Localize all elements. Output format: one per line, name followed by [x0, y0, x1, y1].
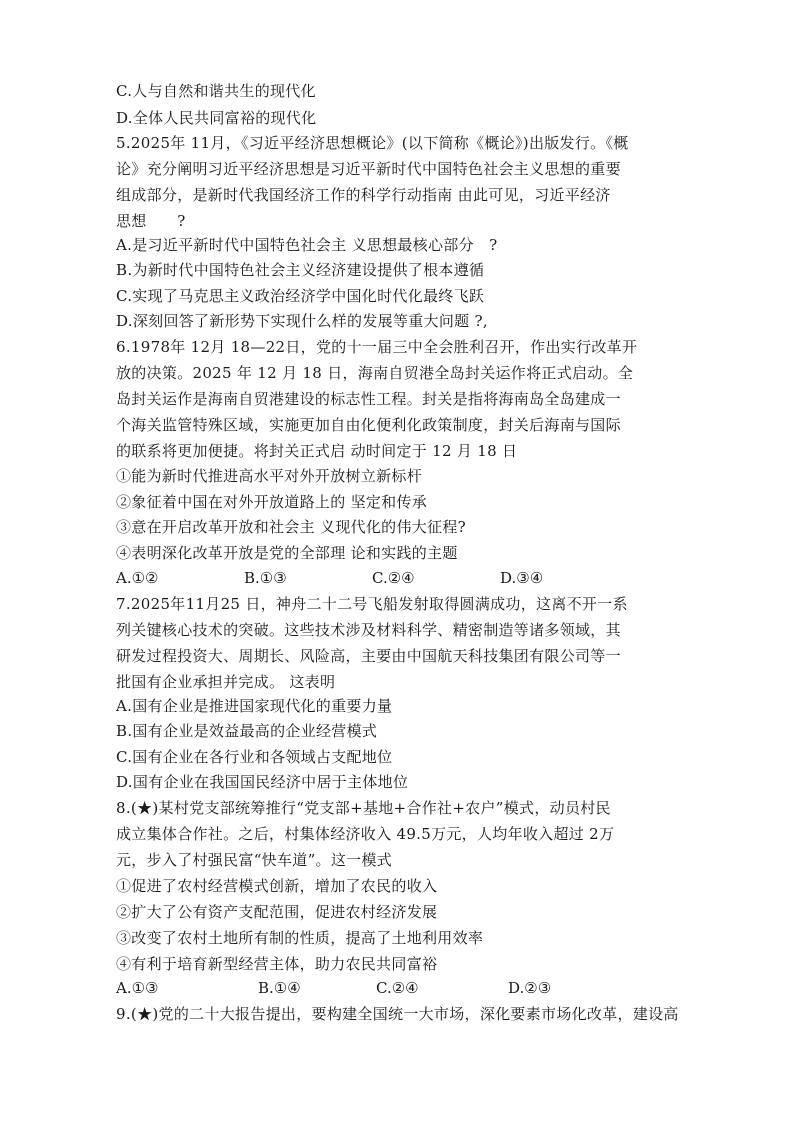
q9-stem-line: 9.(★)党的二十大报告提出，要构建全国统一大市场，深化要素市场化改革，建设高	[116, 1005, 679, 1023]
q5-stem-line: 组成部分，是新时代我国经济工作的科学行动指南 由此可见，习近平经济	[116, 186, 611, 204]
q5-option: A.是习近平新时代中国特色社会主 义思想最核心部分 ?	[116, 236, 498, 254]
q7-option: A.国有企业是推进国家现代化的重要力量	[116, 697, 393, 715]
q7-stem-line: 研发过程投资大、周期长、风险高，主要由中国航天科技集团有限公司等一	[116, 647, 621, 665]
q6-statement: ③意在开启改革开放和社会主 义现代化的伟大征程?	[116, 518, 467, 536]
q6-stem-line: 个海关监管特殊区域，实施更加自由化便利化政策制度，封关后海南与国际	[116, 416, 621, 434]
q8-choices	[116, 979, 676, 997]
q5-option: B.为新时代中国特色社会主义经济建设提供了根本遵循	[116, 261, 485, 279]
q8-statement: ③改变了农村土地所有制的性质，提高了土地利用效率	[116, 929, 484, 947]
q8-stem-line: 成立集体合作社。之后，村集体经济收入 49.5万元，人均年收入超过 2万	[116, 825, 615, 843]
q6-stem-line: 的联系将更加便捷。将封关正式启 动时间定于 12 月 18 日	[116, 442, 518, 460]
q8-statement: ②扩大了公有资产支配范围，促进农村经济发展	[116, 903, 438, 921]
q5-option: C.实现了马克思主义政治经济学中国化时代化最终飞跃	[116, 287, 485, 305]
q6-statement: ④表明深化改革开放是党的全部理 论和实践的主题	[116, 544, 458, 562]
q4-option-d: D.全体人民共同富裕的现代化	[116, 109, 317, 127]
q4-option-c: C.人与自然和谐共生的现代化	[116, 82, 316, 100]
q8-statement: ①促进了农村经营模式创新，增加了农民的收入	[116, 877, 438, 895]
q7-stem-line: 批国有企业承担并完成。 这表明	[116, 673, 336, 691]
q6-statement: ①能为新时代推进高水平对外开放树立新标杆	[116, 467, 423, 485]
q7-stem-line: 列关键核心技术的突破。这些技术涉及材料科学、精密制造等诸多领域，其	[116, 621, 621, 639]
q8-statement: ④有利于培育新型经营主体，助力农民共同富裕	[116, 955, 438, 973]
q6-choice-d: D.③④	[500, 569, 544, 587]
q8-stem-line: 元，步入了村强民富“快车道”。这一模式	[116, 851, 393, 869]
q6-stem-line: 岛封关运作是海南自贸港建设的标志性工程。封关是指将海南岛全岛建成一	[116, 390, 621, 408]
q6-choices	[116, 569, 676, 587]
q5-stem-line: 思想 ?	[116, 212, 186, 230]
q8-choice-d: D.②③	[508, 979, 552, 997]
q5-stem-line: 论》充分阐明习近平经济思想是习近平新时代中国特色社会主义思想的重要	[116, 160, 621, 178]
q8-choice-a: A.①③	[116, 979, 159, 997]
q8-stem-line: 8.(★)某村党支部统筹推行“党支部+基地+合作社+农户”模式，动员村民	[116, 799, 611, 817]
q7-option: B.国有企业是效益最高的企业经营模式	[116, 722, 378, 740]
q8-choice-b: B.①④	[258, 979, 301, 997]
q7-stem-line: 7.2025年11月25 日，神舟二十二号飞船发射取得圆满成功，这离不开一系	[116, 595, 628, 613]
q7-option: D.国有企业在我国国民经济中居于主体地位	[116, 773, 409, 791]
q5-option: D.深刻回答了新形势下实现什么样的发展等重大问题 ?,	[116, 312, 488, 330]
q6-choice-a: A.①②	[116, 569, 159, 587]
q6-choice-c: C.②④	[372, 569, 415, 587]
q7-option: C.国有企业在各行业和各领域占支配地位	[116, 748, 393, 766]
q6-choice-b: B.①③	[244, 569, 287, 587]
q6-stem-line: 放的决策。2025 年 12 月 18 日，海南自贸港全岛封关运作将正式启动。全	[116, 364, 634, 382]
q8-choice-c: C.②④	[376, 979, 419, 997]
q6-stem-line: 6.1978年 12月 18—22日，党的十一届三中全会胜利召开，作出实行改革开	[116, 338, 638, 356]
q5-stem-line: 5.2025年 11月，《习近平经济思想概论》(以下简称《概论》)出版发行。《概	[116, 134, 629, 152]
q6-statement: ②象征着中国在对外开放道路上的 坚定和传承	[116, 493, 428, 511]
